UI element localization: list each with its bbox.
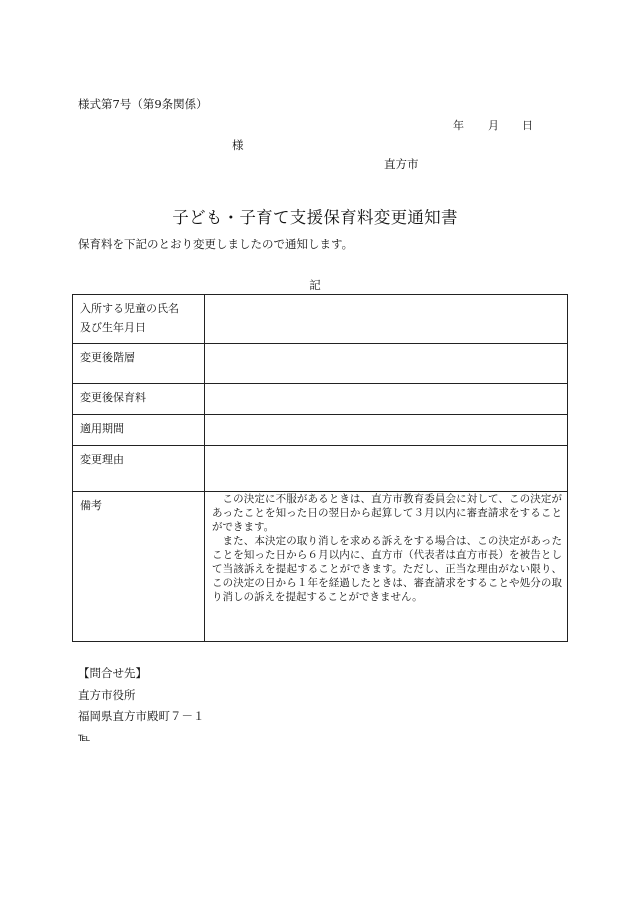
date-year-label: 年 (453, 119, 464, 132)
contact-tel: ℡ (78, 730, 91, 744)
form-number: 様式第7号（第9条関係） (78, 97, 208, 111)
contact-address: 福岡県直方市殿町７－１ (78, 709, 205, 723)
date-day-label: 日 (522, 119, 533, 132)
child-name-label (73, 295, 205, 344)
issue-date (0, 117, 630, 133)
remarks-paragraph-2: また、本決定の取り消しを求める訴えをする場合は、この決定があったことを知った日から６月以内に、直方市（代表者は直方市長）を被告として当該訴えを提起することができます。ただし、正当な理由がない限り、この決定の日から１年を経過したときは、審査請求をすることや処分の取り消しの訴えを提起することができません。 (212, 535, 562, 603)
ki-heading: 記 (309, 278, 321, 292)
notice-table (72, 294, 568, 642)
child-name-label-line2: 及び生年月日 (80, 321, 146, 334)
remarks-text (205, 492, 568, 642)
table-row (73, 415, 568, 446)
remarks-label: 備考 (73, 492, 205, 642)
new-fee-label: 変更後保育料 (73, 384, 205, 415)
period-value[interactable] (205, 415, 568, 446)
new-tier-label: 変更後階層 (73, 344, 205, 384)
new-tier-value[interactable] (205, 344, 568, 384)
table-row (73, 295, 568, 344)
child-name-label-line1: 入所する児童の氏名 (80, 302, 179, 315)
child-name-value[interactable] (205, 295, 568, 344)
document-title: 子ども・子育て支援保育料変更通知書 (172, 208, 458, 227)
reason-value[interactable] (205, 446, 568, 492)
addressee-suffix: 様 (232, 138, 244, 152)
contact-org: 直方市役所 (78, 688, 136, 702)
date-month-label: 月 (488, 119, 499, 132)
table-row (73, 344, 568, 384)
reason-label: 変更理由 (73, 446, 205, 492)
table-row (73, 384, 568, 415)
table-row (73, 492, 568, 642)
table-row (73, 446, 568, 492)
issuer-name: 直方市 (384, 157, 419, 171)
remarks-paragraph-1: この決定に不服があるときは、直方市教育委員会に対して、この決定があったことを知った日の翌日から起算して３月以内に審査請求をすることができます。 (212, 493, 562, 533)
contact-heading: 【問合せ先】 (78, 666, 147, 680)
new-fee-value[interactable] (205, 384, 568, 415)
period-label: 適用期間 (73, 415, 205, 446)
intro-text: 保育料を下記のとおり変更しましたので通知します。 (78, 237, 354, 251)
